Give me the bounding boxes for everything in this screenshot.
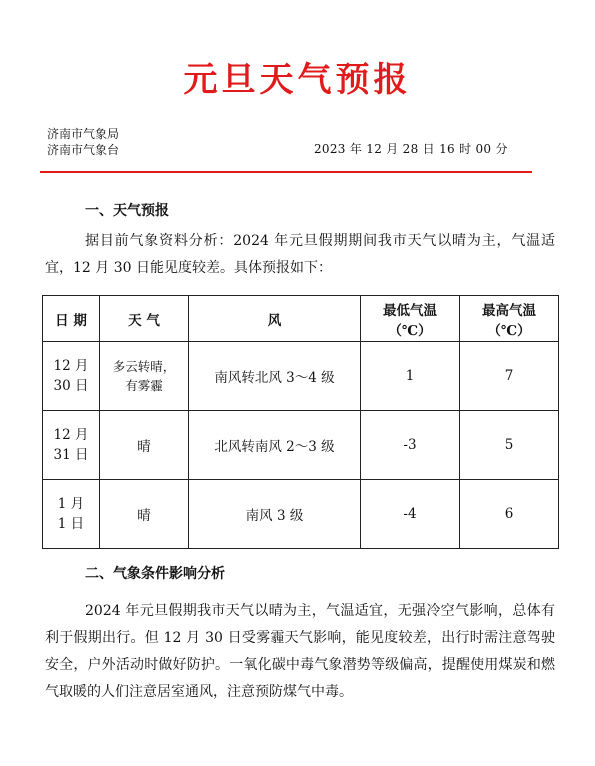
section1-heading: 一、天气预报 bbox=[85, 203, 169, 219]
row-date-day: 1 日 bbox=[57, 516, 85, 532]
row-max-temp: 7 bbox=[460, 342, 559, 411]
row-max-temp: 5 bbox=[460, 411, 559, 480]
row-date bbox=[43, 342, 100, 411]
row-weather bbox=[100, 342, 189, 411]
row-date bbox=[43, 480, 100, 549]
agency-line-2: 济南市气象台 bbox=[47, 143, 120, 157]
row-weather: 晴 bbox=[100, 411, 189, 480]
section2-heading: 二、气象条件影响分析 bbox=[85, 566, 225, 582]
row-wind: 南风 3 级 bbox=[189, 480, 361, 549]
table-row bbox=[43, 342, 559, 411]
red-divider bbox=[40, 171, 532, 173]
table-row bbox=[43, 411, 559, 480]
header-max-temp bbox=[460, 296, 559, 342]
issued-datetime: 2023 年 12 月 28 日 16 时 00 分 bbox=[314, 142, 508, 156]
row-weather: 晴 bbox=[100, 480, 189, 549]
header-min-temp-unit: （℃） bbox=[388, 322, 432, 339]
header-min-temp bbox=[361, 296, 460, 342]
section2-paragraph: 2024 年元旦假期我市天气以晴为主，气温适宜，无强冷空气影响，总体有利于假期出行。但 12 月 30 日受雾霾天气影响，能见度较差，出行时需注意驾驶安全，户外活动时做好防护。一氧化碳中毒气象潜势等级偏高，提醒使用煤炭和燃气取暖的人们注意居室通风，注意预防煤气中毒。 bbox=[45, 603, 555, 700]
header-weather: 天 气 bbox=[100, 296, 189, 342]
row-weather-line1: 多云转晴， bbox=[112, 359, 176, 374]
row-date-month: 12 月 bbox=[53, 427, 89, 443]
row-weather-line2: 有雾霾 bbox=[125, 378, 163, 393]
row-date-day: 31 日 bbox=[53, 447, 89, 463]
row-min-temp: -4 bbox=[361, 480, 460, 549]
header-max-temp-label: 最高气温 bbox=[482, 302, 536, 319]
row-min-temp: -3 bbox=[361, 411, 460, 480]
header-date: 日 期 bbox=[43, 296, 100, 342]
header-max-temp-unit: （℃） bbox=[487, 322, 531, 339]
agency-line-1: 济南市气象局 bbox=[47, 127, 120, 141]
table-row bbox=[43, 480, 559, 549]
forecast-table bbox=[42, 295, 559, 549]
row-max-temp: 6 bbox=[460, 480, 559, 549]
header-wind: 风 bbox=[189, 296, 361, 342]
row-wind: 北风转南风 2～3 级 bbox=[189, 411, 361, 480]
row-date-day: 30 日 bbox=[53, 378, 89, 394]
header-min-temp-label: 最低气温 bbox=[383, 302, 437, 319]
document-title: 元旦天气预报 bbox=[183, 60, 412, 100]
row-date-month: 12 月 bbox=[53, 358, 89, 374]
row-wind: 南风转北风 3～4 级 bbox=[189, 342, 361, 411]
row-date-month: 1 月 bbox=[57, 496, 85, 512]
section1-paragraph: 据目前气象资料分析：2024 年元旦假期期间我市天气以晴为主，气温适宜，12 月 30 日能见度较差。具体预报如下： bbox=[45, 233, 555, 276]
row-date bbox=[43, 411, 100, 480]
row-min-temp: 1 bbox=[361, 342, 460, 411]
table-header-row bbox=[43, 296, 559, 342]
